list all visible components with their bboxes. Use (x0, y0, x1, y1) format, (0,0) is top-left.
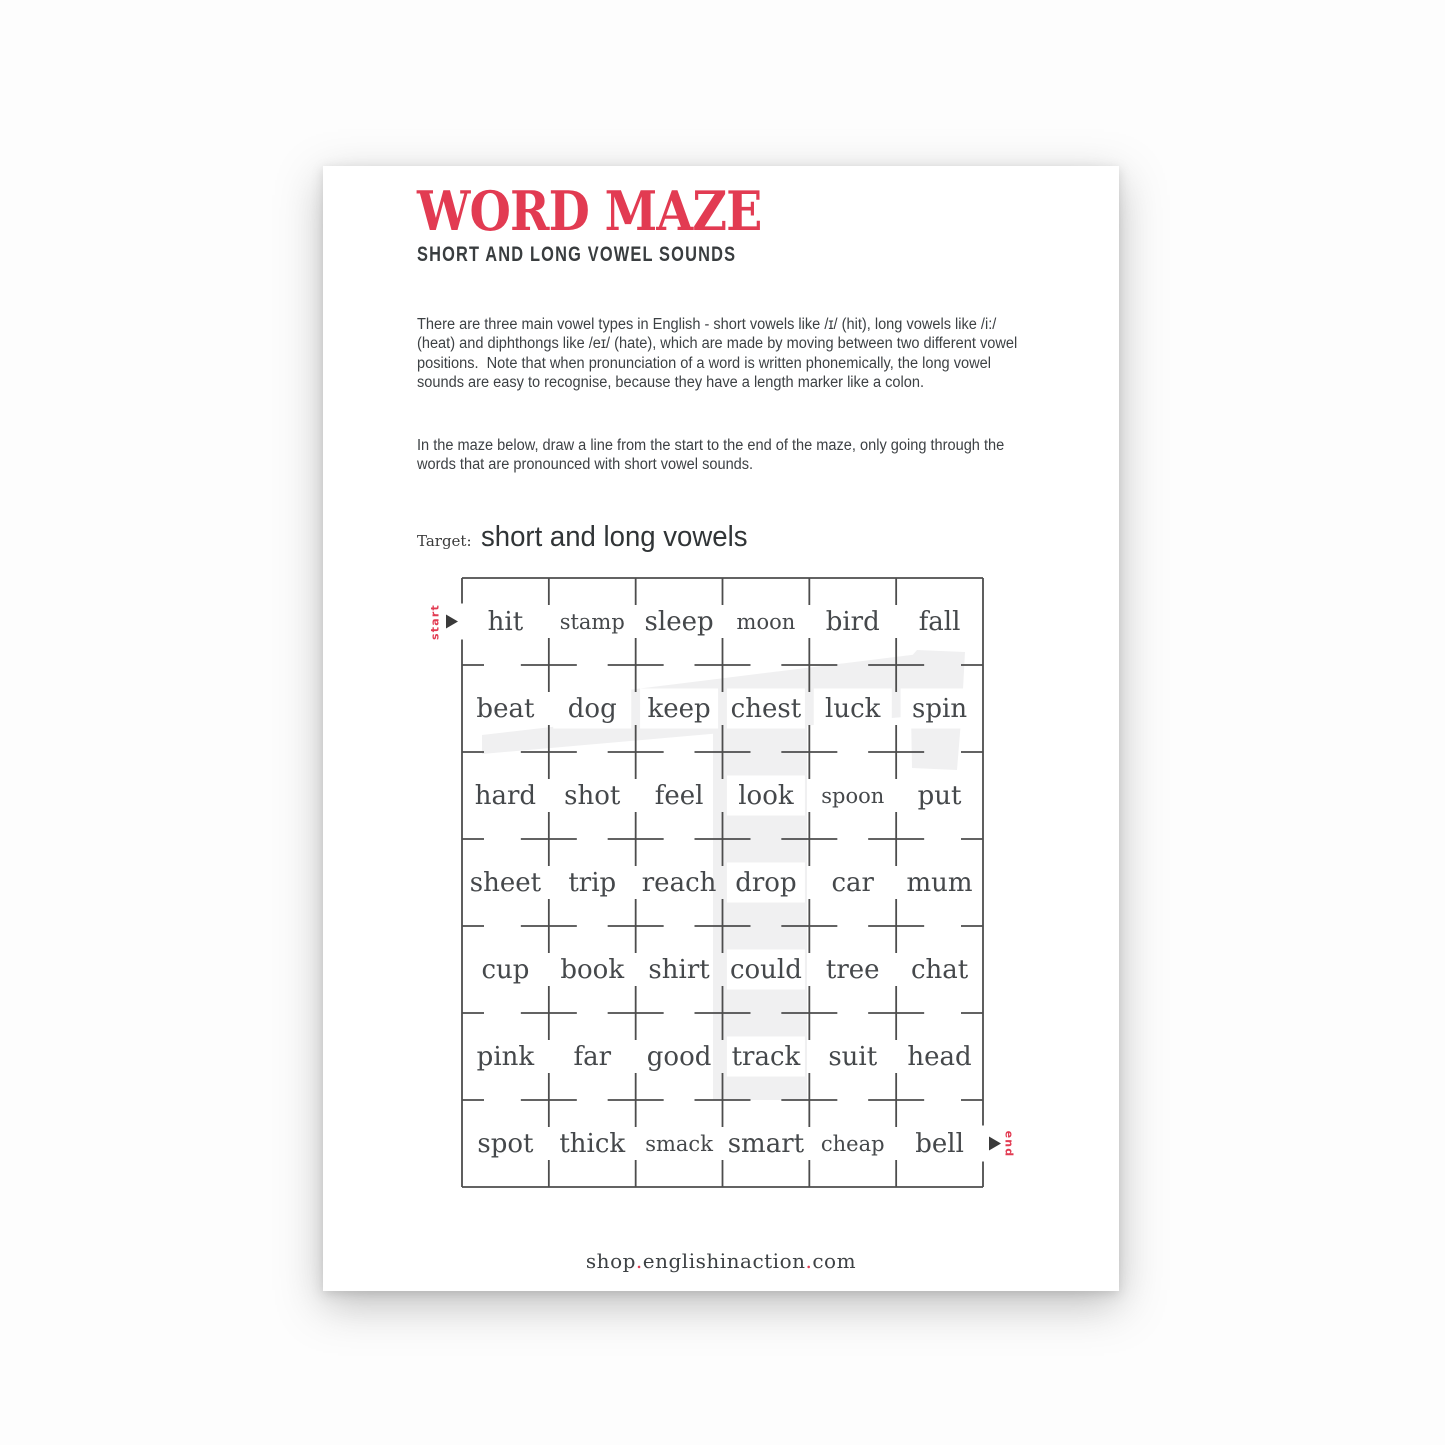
page-title: WORD MAZE (417, 179, 762, 243)
maze-word-cell (809, 665, 896, 752)
maze-word: tree (825, 954, 880, 985)
maze-word-cell (462, 926, 549, 1013)
footer-url-segment: com (812, 1249, 857, 1273)
maze-word-cell (549, 1100, 636, 1187)
maze-word: head (907, 1041, 972, 1072)
maze-word-cell (809, 1100, 896, 1187)
maze-word: fall (918, 606, 961, 637)
maze-word: sheet (469, 867, 542, 898)
start-arrow-icon (446, 615, 458, 629)
maze-word: stamp (559, 609, 625, 634)
maze-word-cell (549, 926, 636, 1013)
maze-word: spoon (821, 783, 885, 808)
maze-word-cell (809, 752, 896, 839)
target-label: Target: (417, 532, 472, 550)
page-subtitle: SHORT AND LONG VOWEL SOUNDS (417, 243, 737, 266)
maze-word-cell (636, 578, 723, 665)
intro-paragraph-2: In the maze below, draw a line from the start to the end of the maze, only going through the words that are pronounced with short vowel sounds. (417, 437, 1005, 474)
maze-word-cell (896, 752, 983, 839)
maze-word: suit (828, 1041, 878, 1072)
maze-word: pink (476, 1041, 535, 1072)
footer-url-segment: shop (585, 1249, 636, 1273)
maze-word-cell (636, 665, 723, 752)
maze-word: trip (568, 867, 617, 898)
maze-word-cell (723, 578, 810, 665)
intro-paragraph-1: There are three main vowel types in English - short vowels like /ɪ/ (hit), long vowels like /i:/ (heat) and diphthongs like /eɪ/ (hate), which are made by moving between two different vowel positions. Note that when pronunciation of a word is written phonemically, the long vowel sounds are easy to recognise, because they have a length marker like a colon. (417, 316, 1018, 391)
maze-word-cell (462, 665, 549, 752)
maze-word: could (729, 954, 802, 985)
maze-word: bird (825, 606, 880, 637)
maze-word: put (917, 780, 962, 811)
maze-word: keep (647, 693, 711, 724)
maze-word-cell (636, 752, 723, 839)
maze-word: sleep (644, 606, 714, 637)
maze-word-cell (896, 926, 983, 1013)
maze-word: feel (654, 780, 704, 811)
maze-word-cell (549, 752, 636, 839)
maze-word-cell (636, 1100, 723, 1187)
maze-word: car (831, 867, 874, 898)
maze-word: moon (736, 609, 796, 634)
maze-word: cheap (820, 1131, 885, 1156)
end-arrow-icon (989, 1137, 1001, 1151)
maze-word: dog (567, 693, 617, 724)
maze-word-cell (723, 665, 810, 752)
maze-word: shot (564, 780, 621, 811)
maze-word: cup (481, 954, 530, 985)
maze-word: mum (906, 867, 973, 898)
maze-word-cell (723, 926, 810, 1013)
maze-word: bell (915, 1128, 964, 1159)
maze-word: chest (730, 693, 802, 724)
maze-word-cell (462, 578, 549, 665)
maze-word: track (731, 1041, 801, 1072)
footer-url-dot: . (635, 1249, 643, 1273)
maze-word-cell (636, 839, 723, 926)
maze-word-cell (809, 578, 896, 665)
maze-word-cell (549, 1013, 636, 1100)
maze-word: hard (474, 780, 537, 811)
maze-word-cell (896, 665, 983, 752)
maze-word: good (646, 1041, 712, 1072)
maze-word: beat (476, 693, 535, 724)
maze-word: smack (645, 1131, 713, 1156)
maze-word: reach (641, 867, 717, 898)
maze-word-cell (549, 839, 636, 926)
maze-word: chat (910, 954, 969, 985)
maze-word: spin (912, 693, 968, 724)
maze-word-cell (809, 1013, 896, 1100)
maze-word-cell (723, 1013, 810, 1100)
footer-url (323, 1249, 1119, 1273)
maze-word: drop (735, 867, 797, 898)
maze-word-cell (896, 578, 983, 665)
maze-word-cell (549, 665, 636, 752)
maze-word-cell (896, 839, 983, 926)
maze-word-cell (809, 926, 896, 1013)
maze-word-cell (723, 752, 810, 839)
maze-word-cell (636, 926, 723, 1013)
target-row (417, 521, 1057, 554)
maze-word: hit (487, 606, 524, 637)
word-maze (428, 578, 1016, 1187)
footer-url-segment: englishinaction (642, 1249, 806, 1273)
maze-word-cell (723, 839, 810, 926)
maze-word-cell (723, 1100, 810, 1187)
maze-end-label: end (1002, 1130, 1016, 1157)
maze-word: far (573, 1041, 612, 1072)
maze-word: shirt (648, 954, 710, 985)
maze-word-cell (636, 1013, 723, 1100)
maze-word: look (738, 780, 794, 811)
maze-word-cell (896, 1100, 983, 1187)
maze-word-cell (549, 578, 636, 665)
maze-word-cell (896, 1013, 983, 1100)
maze-start-label: start (428, 603, 442, 640)
maze-word: luck (825, 693, 881, 724)
maze-word-cell (462, 1100, 549, 1187)
maze-word-cell (462, 839, 549, 926)
maze-word: thick (559, 1128, 626, 1159)
maze-word: book (560, 954, 625, 985)
footer-url-dot: . (805, 1249, 813, 1273)
maze-word: spot (477, 1128, 534, 1159)
maze-word-cell (462, 1013, 549, 1100)
worksheet-page (323, 166, 1119, 1291)
maze-word-cell (809, 839, 896, 926)
target-value: short and long vowels (480, 521, 747, 553)
maze-word-cell (462, 752, 549, 839)
maze-word: smart (727, 1128, 805, 1159)
